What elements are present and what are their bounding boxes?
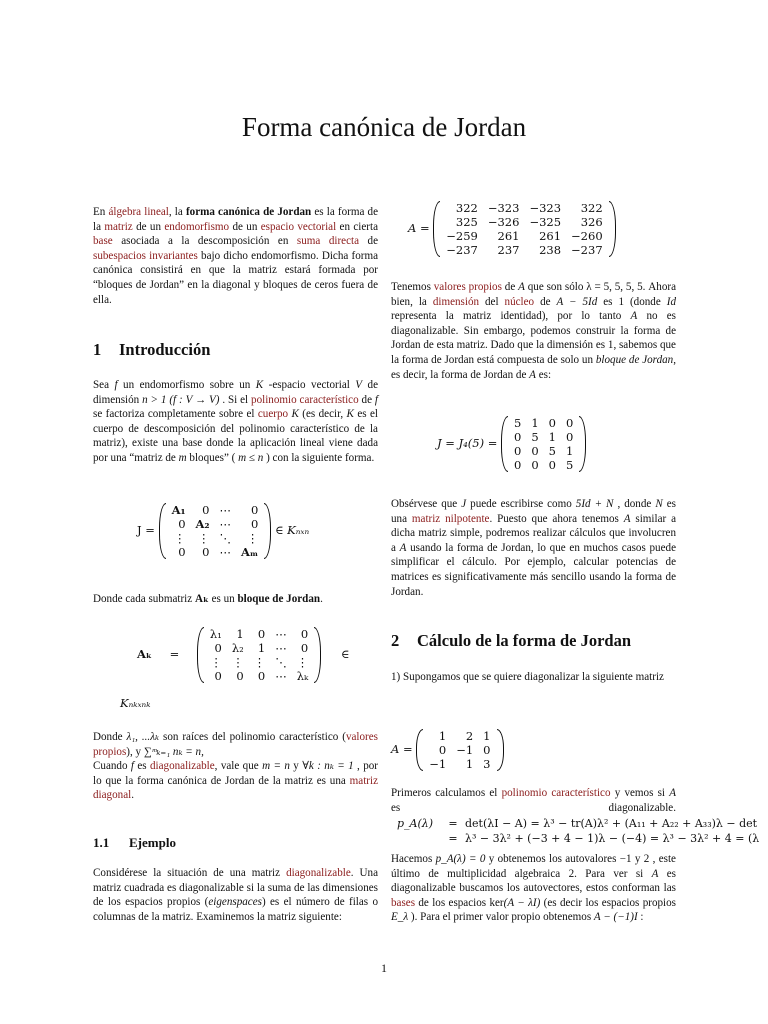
section-2-paragraph-2 (391, 786, 676, 815)
equation-lhs: p_A(λ) (397, 817, 434, 830)
text: de (358, 393, 375, 406)
text: es (133, 760, 150, 773)
text: de los espacios ker (415, 896, 504, 909)
text: es el cuerpo de descomposición del polinomio característico de la matriz), existe una base donde la aplicación lineal viene dada por una “matriz de (93, 408, 378, 464)
text: . Una matriz cuadrada es diagonalizable si la suma de las dimensiones de los espacios propios ( (93, 867, 378, 909)
text: es: (535, 368, 552, 381)
matrix-cell: ⋮ (296, 655, 309, 669)
link-nucleo[interactable]: núcleo (504, 295, 535, 308)
link-bases[interactable]: bases (391, 896, 416, 909)
text: usando la forma de Jordan, lo que en muchos casos puede simplificar el cálculo. Por ejemplo, calcular potencias de matrices es significativamente más sencillo usando la forma de Jordan. (391, 541, 676, 598)
matrix-cell: λ₁ (209, 627, 222, 641)
equation-lhs: J = J₄(5) = (437, 436, 498, 450)
math: p_A(λ) = 0 (435, 853, 486, 865)
matrix (197, 627, 321, 683)
math: A (623, 512, 631, 525)
section-title: Cálculo de la forma de Jordan (417, 631, 632, 650)
link-espacio-vectorial[interactable]: espacio vectorial (260, 220, 337, 233)
section-heading-1-1 (93, 835, 176, 851)
link-matriz-nilpotente[interactable]: matriz nilpotente (411, 512, 490, 525)
equation-jordan-form (437, 416, 586, 472)
matrix-cell: 322 (580, 201, 603, 215)
equation-jordan-block (137, 627, 367, 683)
text: de un (132, 220, 165, 233)
math: λ₁, ...λₖ (126, 731, 160, 743)
link-polinomio-caracteristico-2[interactable]: polinomio característico (501, 787, 611, 799)
math: A − (−1)I (593, 911, 638, 924)
matrix-cell: 237 (497, 243, 520, 257)
matrix-cell: 0 (178, 545, 186, 559)
math: (A − λI) (503, 896, 541, 909)
math: m = n (262, 760, 290, 773)
text: se factoriza completamente sobre el (93, 408, 258, 421)
matrix-cell: 1 (531, 416, 539, 430)
matrix-cell: 322 (455, 201, 478, 215)
math: A − 5Id (556, 295, 598, 308)
text: es un (208, 593, 238, 605)
matrix-cell: −259 (446, 229, 478, 243)
equals-sign: = (448, 817, 458, 830)
text: ) con la siguiente forma. (263, 451, 375, 464)
text: bloques” ( (186, 451, 239, 464)
section-number: 2 (391, 631, 400, 650)
text: en cierta (336, 220, 379, 233)
equation-matrix-a-3x3 (391, 729, 504, 771)
matrix-cell: 0 (214, 669, 222, 683)
math: f (130, 760, 134, 773)
matrix-cell: 0 (236, 669, 244, 683)
math: f (374, 393, 378, 406)
math: n > 1 (f : V → V) (142, 393, 220, 406)
link-polinomio-caracteristico[interactable]: polinomio característico (251, 393, 359, 406)
matrix-cell: ⋱ (275, 655, 287, 669)
equation-line (397, 831, 768, 846)
link-valores-propios-2[interactable]: valores propios (433, 281, 502, 293)
math: A (630, 310, 638, 323)
equals-sign: = (169, 647, 180, 661)
matrix-cell: Aₘ (241, 545, 259, 559)
matrix-cell: 325 (455, 215, 478, 229)
section-title: Ejemplo (129, 835, 176, 850)
matrix-cell: ⋯ (219, 517, 231, 531)
text: : (637, 911, 644, 924)
matrix-cell: 0 (202, 545, 210, 559)
matrix-cell: ⋯ (275, 641, 287, 655)
equals-sign: = (448, 832, 458, 845)
matrix-cell: ⋱ (219, 531, 231, 545)
matrix-cell: ⋮ (174, 531, 186, 545)
matrix-cell: 1 (483, 729, 491, 743)
matrix-cell: 0 (250, 517, 259, 531)
matrix-cell: 5 (514, 416, 522, 430)
matrix-cell: 0 (548, 416, 556, 430)
math: K (255, 379, 264, 391)
term-eigenspaces: eigenspaces (208, 896, 262, 909)
math: A (651, 867, 659, 880)
matrix-cell: 0 (257, 627, 266, 641)
text: . Puesto que ahora tenemos (489, 512, 624, 525)
matrix-cell: 0 (514, 430, 522, 444)
matrix (159, 503, 272, 559)
matrix-cell: 0 (300, 627, 309, 641)
matrix-cell: 0 (214, 641, 222, 655)
matrix-cell: ⋯ (275, 669, 287, 683)
text: , donde (613, 498, 656, 510)
link-base[interactable]: base (93, 235, 113, 248)
equation-lhs: A = (391, 742, 413, 756)
equation-matrix-a (408, 201, 616, 257)
text: En (93, 206, 109, 218)
matrix-cell: 0 (300, 641, 309, 655)
matrix-cell: ⋯ (219, 503, 231, 517)
math: 5Id + N (575, 498, 614, 510)
matrix-cell: −325 (529, 215, 562, 229)
matrix-cell: ⋮ (210, 655, 222, 669)
term-bloque-jordan-italic: bloque de Jordan (595, 353, 674, 366)
math: m (178, 451, 187, 464)
math: E_λ (391, 911, 409, 924)
text: -espacio vectorial (263, 379, 356, 391)
text: , la (168, 206, 186, 218)
text: similar a dicha matriz simple, podremos realizar cálculos que involucren a (391, 512, 676, 554)
link-suma-directa[interactable]: suma directa (296, 235, 360, 248)
matrix-cell: ⋮ (246, 531, 259, 545)
text: de (534, 295, 557, 308)
equation-rhs: ∈ Kₙₓₙ (274, 523, 310, 537)
text: . (131, 789, 134, 802)
intro-section-paragraph-1 (93, 378, 378, 466)
matrix-cell: 0 (566, 416, 574, 430)
math: ∀k : nₖ = 1 (302, 760, 354, 773)
link-dimension[interactable]: dimensión (432, 295, 480, 308)
text: Cuando (93, 760, 131, 773)
equation-space: Kₙₖₓₙₖ (120, 696, 151, 710)
matrix-cell: 0 (566, 430, 574, 444)
matrix-cell: 5 (531, 430, 539, 444)
text: Donde cada submatriz (93, 593, 195, 605)
matrix-cell: 5 (548, 444, 556, 458)
text: Donde (93, 731, 127, 743)
matrix-cell: 261 (497, 229, 520, 243)
math: Id (666, 295, 676, 308)
matrix-cell: A₂ (195, 517, 210, 531)
math: Aₖ (194, 593, 209, 605)
text: asociada a la descomposición en (112, 235, 297, 248)
matrix-cell: 0 (202, 503, 210, 517)
term-bloque-jordan: bloque de Jordan (237, 593, 321, 605)
matrix-cell: 0 (531, 458, 539, 472)
text: 1) Supongamos que se quiere diagonalizar la siguiente matriz (391, 671, 664, 683)
math: ∑ᵐₖ₌₁ nₖ = n, (143, 745, 204, 758)
matrix-cell: ⋮ (253, 655, 266, 669)
text: es diagonalizable buscamos los autovectores, estos conforman las (391, 867, 676, 895)
section-2-paragraph-3 (391, 852, 676, 925)
text: es 1 (donde (597, 295, 667, 308)
link-subespacios-invariantes[interactable]: subespacios invariantes (93, 249, 198, 262)
math: K (346, 408, 354, 421)
nilpotent-paragraph (391, 497, 676, 599)
equation-lhs: A = (408, 221, 430, 235)
text: es una (391, 498, 676, 525)
text: de dimensión (93, 379, 379, 406)
text: Tenemos (391, 281, 434, 293)
matrix-cell: 1 (465, 757, 474, 771)
matrix-cell: 0 (483, 743, 491, 757)
text: Considérese la situación de una matriz (93, 867, 287, 879)
text: de (359, 235, 379, 248)
equation-lhs: Aₖ (137, 647, 152, 661)
matrix-cell: 3 (483, 757, 491, 771)
section-title: Introducción (119, 340, 211, 359)
intro-paragraph (93, 205, 378, 307)
equation-line (397, 816, 768, 831)
term-forma-canonica: forma canónica de Jordan (185, 206, 312, 218)
matrix-cell: 2 (465, 729, 474, 743)
text: . (320, 593, 323, 605)
link-diagonalizable[interactable]: diagonalizable (149, 760, 215, 773)
matrix-cell: −260 (571, 229, 603, 243)
link-cuerpo[interactable]: cuerpo (257, 408, 289, 421)
equation-lhs: J = (137, 523, 155, 537)
math: K (291, 408, 299, 421)
link-valores-propios[interactable]: valores propios (93, 731, 378, 758)
text: de (501, 281, 519, 293)
math: A (669, 787, 676, 799)
equation-jordan-blocks (137, 503, 309, 559)
matrix-cell: 1 (566, 444, 574, 458)
text: que son sólo λ = 5, 5, 5, 5. Ahora bien, la (391, 281, 676, 308)
text: del (479, 295, 505, 308)
text: ). Para el primer valor propio obtenemos (408, 911, 594, 924)
matrix-cell: 326 (580, 215, 603, 229)
eigenvalue-paragraph (391, 280, 676, 382)
section-number: 1 (93, 340, 102, 359)
matrix-cell: 0 (514, 444, 522, 458)
text: ), y (126, 745, 144, 758)
text: de un (229, 220, 261, 233)
matrix-cell: −326 (487, 215, 520, 229)
page-title: Forma canónica de Jordan (241, 112, 527, 142)
text: , por lo que la forma canónica de Jordan de la matriz es una (93, 760, 378, 787)
matrix-cell: 1 (236, 627, 244, 641)
equation-characteristic-polynomial (397, 816, 768, 846)
page-number: 1 (381, 961, 387, 975)
matrix-cell: 0 (438, 743, 447, 757)
text: ) es el número de filas o columnas de la matriz. Examinemos la matriz siguiente: (93, 896, 378, 923)
math: f (114, 379, 118, 391)
matrix-cell: −1 (456, 743, 474, 757)
matrix (416, 729, 503, 771)
text: . Si el (219, 393, 252, 406)
matrix-cell: 238 (539, 243, 562, 257)
matrix-cell: −323 (487, 201, 520, 215)
text: un endomorfismo sobre un (117, 379, 256, 391)
text: Hacemos (391, 853, 436, 865)
matrix-cell: −323 (529, 201, 562, 215)
matrix-cell: 0 (514, 458, 522, 472)
text: y vemos si (610, 787, 670, 799)
section-heading-2 (391, 631, 631, 651)
matrix-cell: 261 (539, 229, 562, 243)
matrix-cell: −237 (446, 243, 478, 257)
example-paragraph (93, 866, 378, 924)
matrix (433, 201, 615, 257)
matrix-cell: 0 (178, 517, 186, 531)
text: , vale que (214, 760, 263, 773)
matrix-cell: 1 (548, 430, 556, 444)
matrix-cell: 0 (548, 458, 556, 472)
text: puede escribirse como (466, 498, 576, 510)
link-algebra-lineal[interactable]: álgebra lineal (108, 206, 169, 218)
matrix-cell: ⋮ (198, 531, 210, 545)
equation-rhs: det(λI − A) = λ³ − tr(A)λ² + (A₁₁ + A₂₂ + A₃₃)λ − det (465, 817, 758, 830)
text: no es diagonalizable. Sin embargo, podemos construir la forma de Jordan de esta matriz. Dado que la dimensión es 1, sabemos que la forma de Jordan está compuesta de solo un (391, 310, 676, 366)
math: N (655, 498, 663, 510)
text: (es decir, (298, 408, 347, 421)
math: J (461, 498, 467, 510)
matrix-cell: ⋮ (232, 655, 244, 669)
section-number: 1.1 (93, 835, 110, 850)
section-heading-1 (93, 340, 210, 360)
matrix-cell: λₖ (296, 669, 309, 683)
link-diagonalizable-2[interactable]: diagonalizable (286, 867, 351, 879)
matrix-cell: ⋯ (275, 627, 287, 641)
text: es la forma de la (93, 206, 378, 233)
text: bajo dicho endomorfismo. Dicha forma canónica consistirá en que la matriz estará formada por “bloques de Jordan” en la diagonal y bloques de ceros fuera de ella. (93, 249, 378, 306)
math: m ≤ n (238, 451, 264, 464)
math: A (529, 368, 536, 381)
text: Primeros calculamos el (391, 787, 502, 799)
matrix-cell: λ₂ (231, 641, 244, 655)
math: A (518, 281, 525, 293)
matrix-cell: 0 (250, 503, 259, 517)
matrix-cell: 1 (257, 641, 266, 655)
matrix-cell: ⋯ (219, 545, 231, 559)
matrix-cell: 1 (438, 729, 447, 743)
matrix-cell: 0 (257, 669, 266, 683)
matrix-cell: 0 (531, 444, 539, 458)
text: , es decir, la forma de Jordan de (391, 353, 677, 381)
math: A (399, 541, 407, 554)
matrix (501, 416, 586, 472)
text: y obtenemos los autovalores −1 y 2 , este último de multiplicidad algebraica 2. Para ver si (391, 853, 676, 880)
matrix-cell: 5 (566, 458, 574, 472)
element-of-sign: ∈ (340, 647, 350, 661)
equation-rhs: λ³ − 3λ² + (−3 + 4 − 1)λ − (−4) = λ³ − 3λ² + 4 = (λ (465, 832, 760, 845)
section-2-paragraph-1 (391, 670, 676, 685)
text: (es decir los espacios propios (540, 896, 676, 909)
math: V (355, 379, 363, 391)
text: Sea (93, 379, 115, 391)
matrix-cell: A₁ (171, 503, 186, 517)
intro-section-paragraph-2 (93, 592, 378, 607)
link-matriz[interactable]: matriz (104, 220, 133, 233)
matrix-cell: −1 (429, 757, 447, 771)
text: Obsérvese que (391, 498, 462, 510)
text: representa la matriz identidad), por lo tanto (391, 310, 631, 323)
intro-section-paragraph-3 (93, 730, 378, 803)
matrix-cell: −237 (571, 243, 603, 257)
text: son raíces del polinomio característico ( (159, 731, 346, 743)
text: y (289, 760, 303, 773)
link-endomorfismo[interactable]: endomorfismo (164, 220, 230, 233)
text: es diagonalizable. (391, 801, 676, 814)
link-matriz-diagonal[interactable]: matriz diagonal (93, 774, 378, 802)
